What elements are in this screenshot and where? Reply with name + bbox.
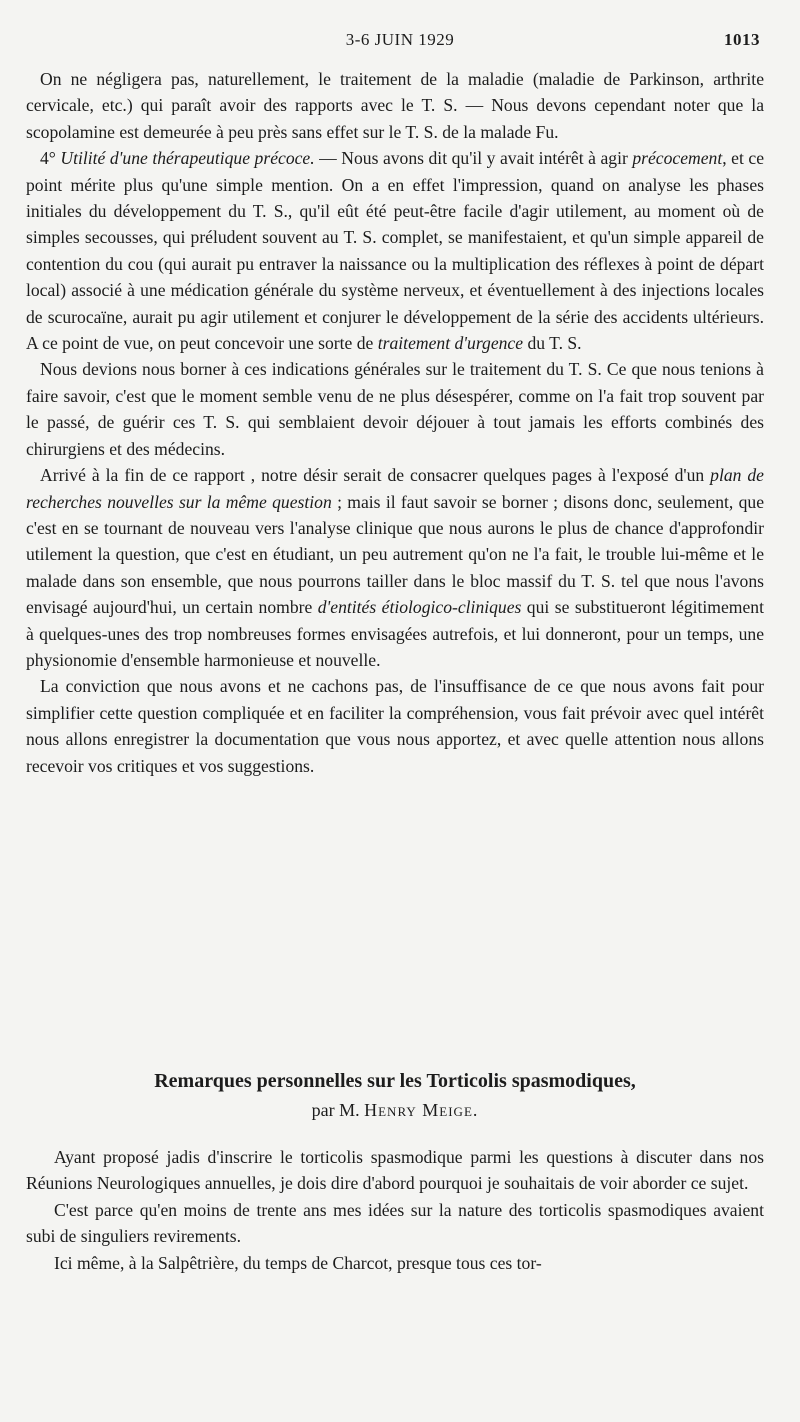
paragraph: [26, 462, 764, 673]
report-conclusion: [26, 66, 764, 779]
emphasis: d'entités étiologico-cliniques: [317, 597, 522, 618]
paragraph: Nous devions nous borner à ces indications générales sur le traitement du T. S. Ce que nous tenions à faire savoir, c'est que le moment semble venu de ne plus désespérer, comme on l'a fait trop souvent par le passé, de guérir ces T. S. qui semblaient devoir déjouer à tout jamais les efforts combinés des chirurgiens et des médecins.: [26, 359, 764, 459]
author-name: Henry Meige.: [364, 1100, 479, 1120]
running-title: 3-6 JUIN 1929: [345, 30, 455, 49]
text-run: Arrivé à la fin de ce rapport , notre désir serait de consacrer quelques pages à l'exposé d'un: [40, 465, 711, 486]
byline-prefix: par M.: [311, 1100, 365, 1120]
paragraph: Ici même, à la Salpêtrière, du temps de Charcot, presque tous ces tor-: [54, 1252, 542, 1273]
text-run: ; mais il faut savoir se borner ; disons donc, seulement, que c'est en se tournant de nouveau vers l'analyse clinique que nous aurons le plus de chance d'approfondir utilement la question, que c'est en étudiant, un peu autrement qu'on ne l'a fait, le trouble lui-même et le malade dans son ensemble, que nous pourrons tailler dans le bloc massif du T. S. tel que nous l'avons envisagé aujourd'hui, un certain nombre: [26, 491, 764, 618]
paragraph: On ne négligera pas, naturellement, le traitement de la maladie (maladie de Parkinson, arthrite cervicale, etc.) qui paraît avoir des rapports avec le T. S. — Nous devons cependant noter que la scopolamine est demeurée à peu près sans effet sur le T. S. de la malade Fu.: [26, 69, 764, 142]
text-run: 4°: [40, 148, 61, 169]
running-header: [40, 30, 760, 54]
section-title: Remarques personnelles sur les Torticolis spasmodiques,: [154, 1070, 636, 1092]
article-section: [26, 1066, 764, 1276]
paragraph: Ayant proposé jadis d'inscrire le torticolis spasmodique parmi les questions à discuter dans nos Réunions Neurologiques annuelles, je dois dire d'abord pourquoi je souhaitais de voir aborder ce sujet.: [26, 1147, 764, 1194]
text-run: — Nous avons dit qu'il y avait intérêt à agir: [314, 148, 633, 169]
text-run: du T. S.: [523, 333, 582, 354]
emphasis: traitement d'urgence: [377, 333, 524, 354]
page-number: 1013: [724, 30, 760, 49]
paragraph: [26, 145, 764, 356]
paragraph: La conviction que nous avons et ne cachons pas, de l'insuffisance de ce que nous avons fait pour simplifier cette question compliquée et en faciliter la compréhension, vous fait prévoir avec quel intérêt nous allons enregistrer la documentation que vous nous apportez, et avec quelle attention nous allons recevoir vos critiques et vos suggestions.: [26, 676, 764, 776]
text-run: , et ce point mérite plus qu'une simple mention. On a en effet l'impression, quand on analyse les phases initiales du développement du T. S., qu'il eût été peut-être facile d'agir utilement, au moment où de simples secousses, qui préludent souvent au T. S. complet, se manifestaient, et qu'un simple appareil de contention du cou (qui aurait pu entraver la naissance ou la multiplication des réflexes à point de départ local) associé à une médication générale du système nerveux, et éventuellement à des injections locales de scurocaïne, aurait pu agir utilement et conjurer le développement de la série des accidents ultérieurs. A ce point de vue, on peut concevoir une sorte de: [26, 148, 765, 354]
text-run: qui se substitueront légitimement à quelques-unes des trop nombreuses formes envisagées autrefois, et lui donneront, pour un temps, une physionomie d'ensemble harmonieuse et nouvelle.: [26, 597, 764, 670]
byline: [26, 1096, 764, 1124]
subheading-italic: Utilité d'une thérapeutique précoce.: [60, 148, 315, 169]
emphasis: précocement: [632, 148, 723, 169]
paragraph: C'est parce qu'en moins de trente ans mes idées sur la nature des torticolis spasmodiques avaient subi de singuliers revirements.: [26, 1199, 764, 1247]
emphasis: plan de recherches nouvelles sur la même question: [26, 465, 764, 512]
